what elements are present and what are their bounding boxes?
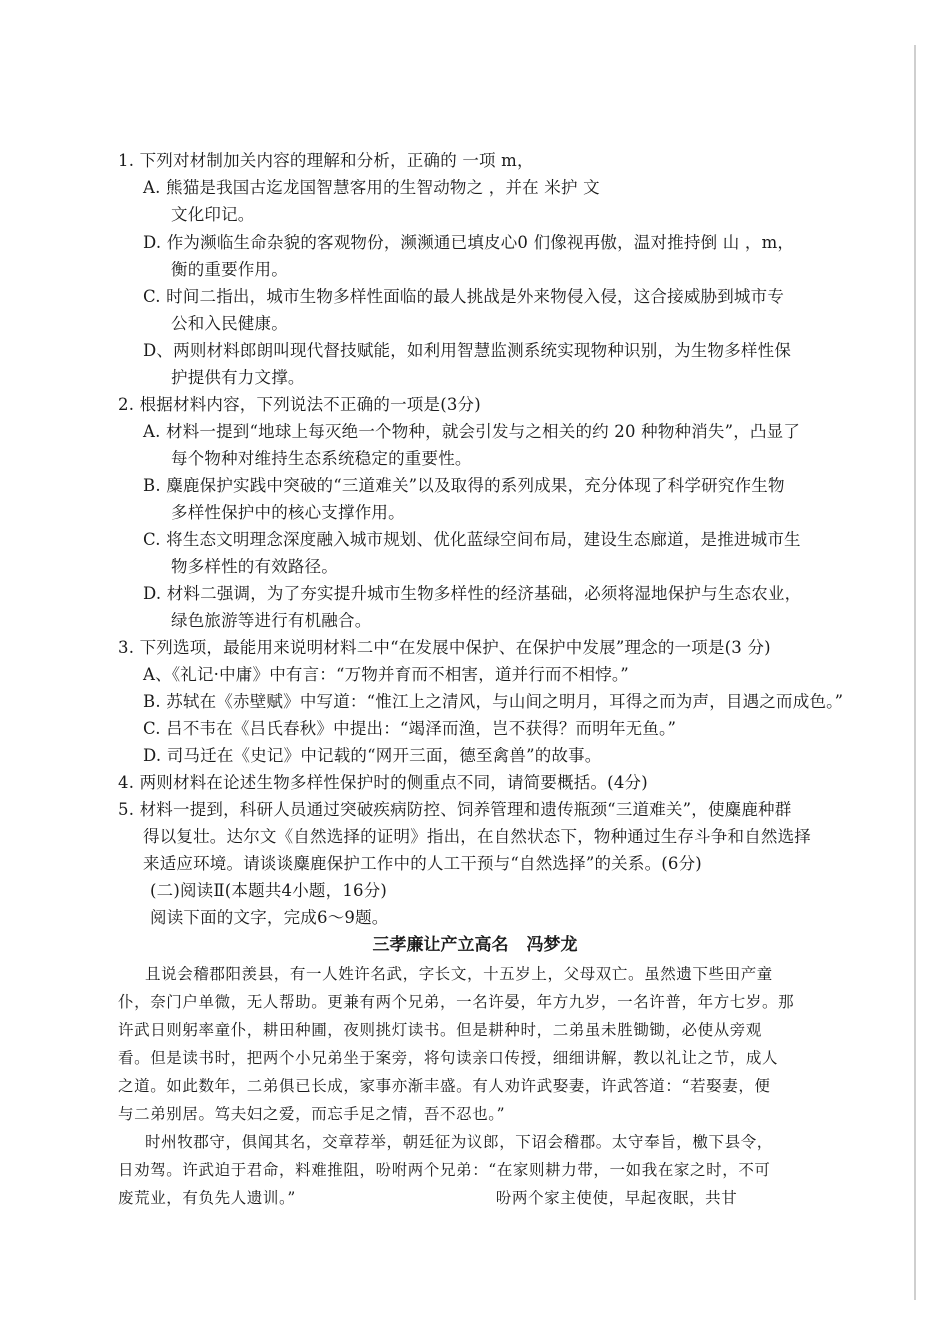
q3-option-a: A、《礼记·中庸》中有言：“万物并育而不相害，道并行而不相悖。”: [143, 665, 629, 684]
q1-option-d2-line2: 护提供有力文撑。: [171, 368, 305, 387]
passage-author: 冯梦龙: [526, 935, 578, 955]
q2-option-b-line2: 多样性保护中的核心支撑作用。: [171, 503, 405, 522]
passage-line: 之道。如此数年，二弟俱已长成，家事亦渐丰盛。有人劝许武娶妻，许武答道：“若娶妻，便: [118, 1077, 771, 1095]
q2-option-a-line1: A. 材料一提到“地球上每灭绝一个物种，就会引发与之相关的约 20 种物种消失”，凸显了: [143, 422, 801, 441]
passage-fragment: 废荒业，有负先人遗训。”: [118, 1189, 296, 1207]
q1-option-c-line2: 公和入民健康。: [171, 314, 288, 333]
q1-stem: 1. 下列对材制加关内容的理解和分析，正确的 一项 m，: [118, 151, 534, 170]
q2-option-d-line1: D. 材料二强调，为了夯实提升城市生物多样性的经济基础，必须将湿地保护与生态农业，: [143, 584, 802, 603]
passage-line: 日劝驾。许武迫于君命，料难推阻，吩咐两个兄弟：“在家则耕力带，一如我在家之时，不可: [118, 1161, 771, 1179]
q2-option-c-line2: 物多样性的有效路径。: [171, 557, 338, 576]
q4-stem: 4. 两则材料在论述生物多样性保护时的侧重点不同，请简要概括。(4分): [118, 773, 648, 792]
passage-title: [0, 934, 950, 956]
q1-option-d-line1: D. 作为濒临生命杂貌的客观物份，濒濒通已填皮心0 们像视再傲，温对推持倒 山 ，m，: [143, 233, 795, 252]
q1-option-c-line1: C. 时间二指出，城市生物多样性面临的最人挑战是外来物侵入侵，这合接威胁到城市专: [143, 287, 785, 306]
passage-line: 许武日则躬率童仆，耕田种圃，夜则挑灯读书。但是耕种时，二弟虽未胜锄锄，必使从旁观: [118, 1021, 763, 1039]
q2-option-c-line1: C. 将生态文明理念深度融入城市规划、优化蓝绿空间布局，建设生态廊道，是推进城市生: [143, 530, 801, 549]
section-instruction: 阅读下面的文字，完成6～9题。: [150, 908, 389, 927]
q1-option-d2-line1: D、两则材料郎朗叫现代督技赋能，如利用智慧监测系统实现物种识别，为生物多样性保: [143, 341, 792, 360]
q2-option-b-line1: B. 麋鹿保护实践中突破的“三道难关”以及取得的系列成果，充分体现了科学研究作生物: [143, 476, 785, 495]
passage-title-text: 三孝廉让产立高名: [372, 935, 509, 955]
q1-option-a-line1: A. 熊猫是我国古迄龙国智慧客用的生智动物之 ，并在 米护 文: [143, 178, 600, 197]
passage-line: 仆，奈门户单微，无人帮助。更兼有两个兄弟，一名许晏，年方九岁，一名许普，年方七岁。那: [118, 993, 795, 1011]
q5-line1: 5. 材料一提到，科研人员通过突破疾病防控、饲养管理和遗传瓶颈“三道难关”，使麋鹿种群: [118, 800, 792, 819]
q3-option-d: D. 司马迁在《史记》中记载的“网开三面，德至禽兽”的故事。: [143, 746, 602, 765]
q3-stem: 3. 下列选项，最能用来说明材料二中“在发展中保护、在保护中发展”理念的一项是(3 分): [118, 638, 771, 657]
q5-line2: 得以复壮。达尔文《自然选择的证明》指出，在自然状态下，物种通过生存斗争和自然选择: [143, 827, 811, 846]
q2-option-a-line2: 每个物种对维持生态系统稳定的重要性。: [171, 449, 472, 468]
q3-option-b: B. 苏轼在《赤壁赋》中写道：“惟江上之清风，与山间之明月，耳得之而为声，目遇之而成色。”: [143, 692, 844, 711]
passage-line: 看。但是读书时，把两个小兄弟坐于案旁，将句读亲口传授，细细讲解，教以礼让之节，成人: [118, 1049, 779, 1067]
passage-fragment: 吩两个家主使使，早起夜眠，共甘: [495, 1189, 738, 1207]
q2-stem: 2. 根据材料内容，下列说法不正确的一项是(3分): [118, 395, 481, 414]
passage-line: 且说会稽郡阳羡县，有一人姓许名武，字长文，十五岁上，父母双亡。虽然遗下些田产童: [145, 965, 773, 983]
passage-line: 时州牧郡守，俱闻其名，交章荐举，朝廷征为议郎，下诏会稽郡。太守奉旨，檄下县令，: [145, 1133, 773, 1151]
passage-line: 与二弟别居。笃夫妇之爱，而忘手足之情，吾不忍也。”: [118, 1105, 506, 1123]
q1-option-a-line2: 文化印记。: [171, 205, 255, 224]
q3-option-c: C. 吕不韦在《吕氏春秋》中提出：“竭泽而渔，岂不获得？而明年无鱼。”: [143, 719, 677, 738]
passage-line: [118, 1187, 737, 1209]
q5-line3: 来适应环境。请谈谈麋鹿保护工作中的人工干预与“自然选择”的关系。(6分): [143, 854, 702, 873]
section-heading: (二)阅读Ⅱ(本题共4小题，16分): [150, 881, 388, 900]
q1-option-d-line2: 衡的重要作用。: [171, 260, 288, 279]
q2-option-d-line2: 绿色旅游等进行有机融合。: [171, 611, 372, 630]
